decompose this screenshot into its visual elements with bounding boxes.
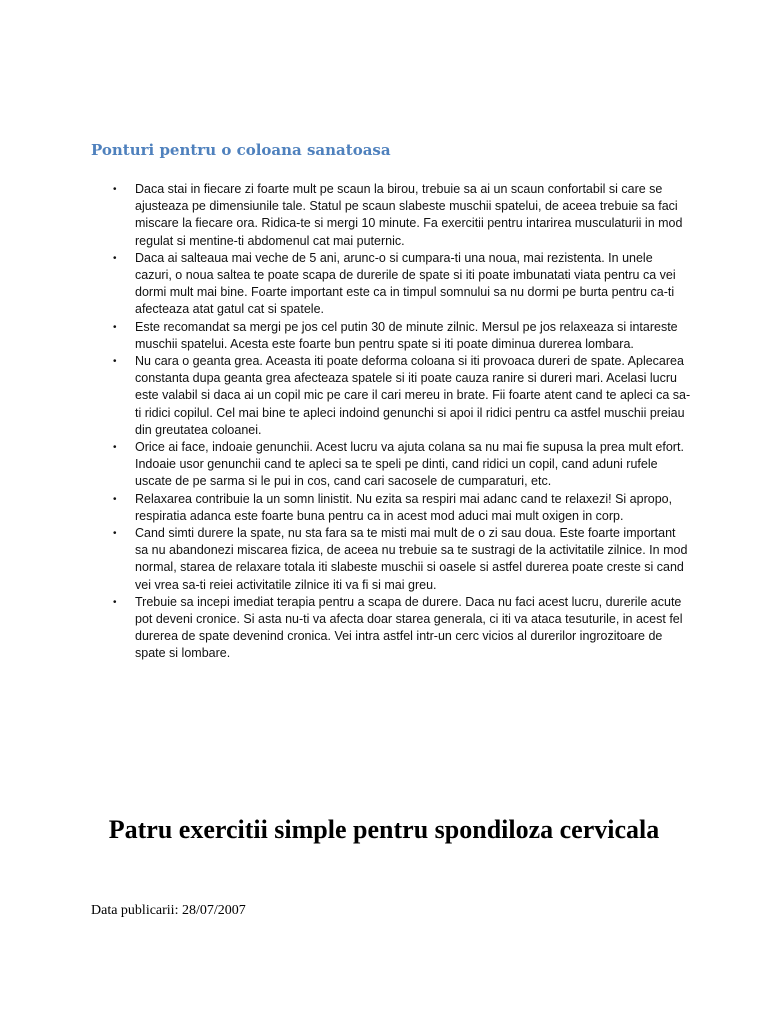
bullet-icon: •: [113, 442, 117, 454]
tips-list: [91, 181, 691, 663]
bullet-icon: •: [113, 528, 117, 540]
list-item: [91, 439, 691, 491]
list-item-text: Orice ai face, indoaie genunchii. Acest lucru va ajuta colana sa nu mai fie supusa la prea mult efort. Indoaie usor genunchii cand te apleci sa te speli pe dinti, cand ridici un copil, cand aduni rufele uscate de pe sarma si le pui in cos, cand cari sacosele de cumparaturi, etc.: [135, 440, 684, 489]
bullet-icon: •: [113, 184, 117, 195]
bullet-icon: •: [113, 321, 117, 333]
list-item-text: Trebuie sa incepi imediat terapia pentru a scapa de durere. Daca nu faci acest lucru, durerile acute pot deveni cronice. Si asta nu-ti va afecta doar starea generala, ci iti va ataca tesuturile, in acest fel durerea de spate devenind cronica. Vei intra astfel intr-un cerc vicios al durerilor ingrozitoare de spate si lombare.: [135, 594, 683, 661]
list-item: [91, 319, 691, 353]
list-item: [91, 353, 691, 439]
list-item: [91, 181, 691, 250]
list-item-text: Este recomandat sa mergi pe jos cel putin 30 de minute zilnic. Mersul pe jos relaxeaza si intareste muschii spatelui. Acesta este foarte bun pentru spate si iti poate diminua durerea lombara.: [135, 319, 678, 351]
list-item-text: Daca stai in fiecare zi foarte mult pe scaun la birou, trebuie sa ai un scaun confortabil si care se ajusteaza pe dimensiunile tale. Statul pe scaun slabeste muschii spatelui, de aceea trebuie sa faci miscare la fiecare ora. Ridica-te si mergi 10 minute. Fa exercitii pentru intarirea musculaturii in mod regulat si mentine-ti abdomenul cat mai puternic.: [135, 182, 683, 248]
list-item: [91, 525, 691, 594]
list-item: [91, 594, 691, 663]
article-title: Patru exercitii simple pentru spondiloza cervicala: [108, 815, 660, 844]
bullet-icon: •: [113, 356, 117, 368]
list-item-text: Daca ai salteaua mai veche de 5 ani, arunc-o si cumpara-ti una noua, mai rezistenta. In unele cazuri, o noua saltea te poate scapa de durerile de spate si iti poate imbunatati viata pentru ca vei dormi mult mai bine. Foarte important este ca in timpul somnului sa nu dormi pe burta pentru ca-ti afecteaza atat gatul cat si spatele.: [135, 250, 676, 317]
list-item-text: Nu cara o geanta grea. Aceasta iti poate deforma coloana si iti provoaca dureri de spate. Aplecarea constanta dupa geanta grea afecteaza spatele si iti poate cauza ranire si dureri mari. Acelasi lucru este valabil si daca ai un copil mic pe care il cari mereu in brate. Fii foarte atent cand te apleci ca sa-ti ridici copilul. Cel mai bine te apleci indoind genunchi si apoi il ridici pentru ca astfel muschii preiau din greutatea coloanei.: [135, 354, 691, 437]
list-item: [91, 250, 691, 319]
list-item-text: Cand simti durere la spate, nu sta fara sa te misti mai mult de o zi sau doua. Este foarte important sa nu abandonezi miscarea fizica, de aceea nu trebuie sa te sustragi de la activitatile zilnice. In mod normal, starea de relaxare totala iti slabeste muschii si oasele si astfel durerea poate creste si cand vei vrea sa-ti reiei activitatile zilnice iti va fi si mai greu.: [135, 526, 688, 592]
bullet-icon: •: [113, 596, 117, 608]
publish-date: Data publicarii: 28/07/2007: [91, 903, 246, 918]
list-item: [91, 491, 691, 525]
bullet-icon: •: [113, 252, 117, 264]
list-item-text: Relaxarea contribuie la un somn linistit. Nu ezita sa respiri mai adanc cand te relaxezi! Si apropo, respiratia adanca este foarte buna pentru ca in acest mod aduci mai mult oxigen in corp.: [135, 491, 673, 523]
section-heading: Ponturi pentru o coloana sanatoasa: [91, 141, 391, 159]
bullet-icon: •: [113, 493, 117, 505]
